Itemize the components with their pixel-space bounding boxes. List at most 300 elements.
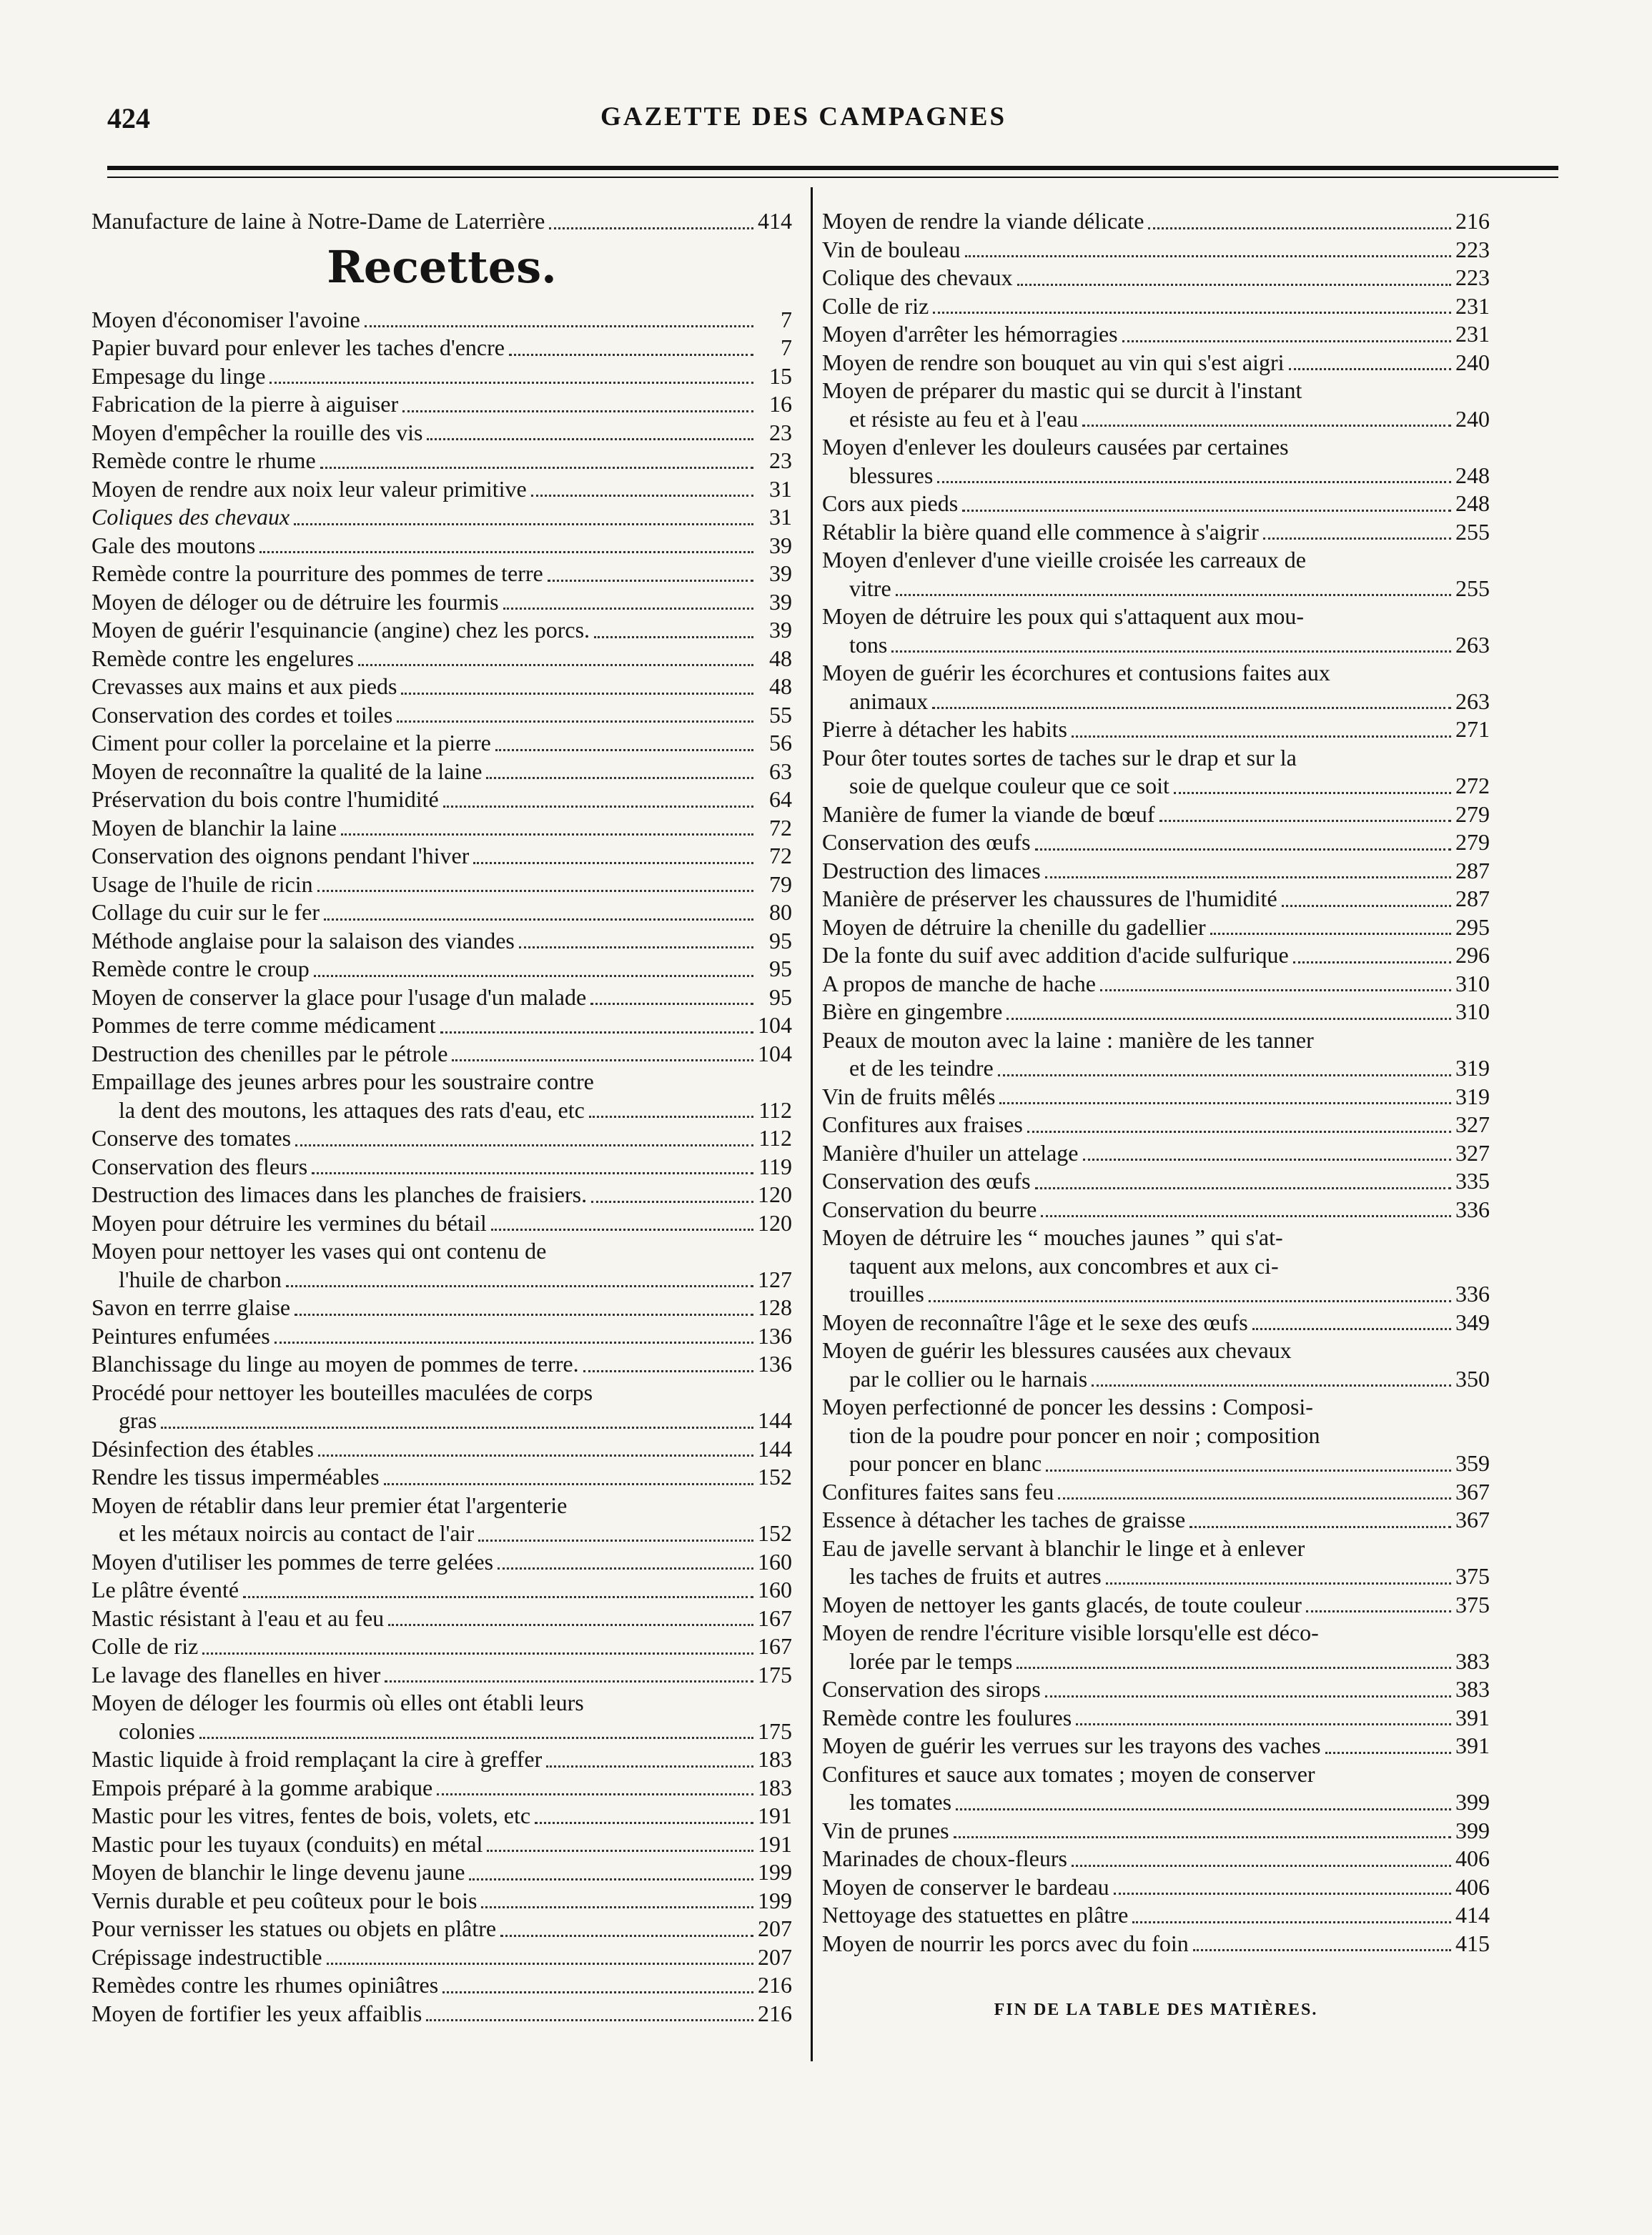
entry-page: 31 bbox=[769, 475, 792, 502]
entry-page: 272 bbox=[1455, 773, 1490, 798]
toc-entry bbox=[822, 1732, 1490, 1760]
dot-leader bbox=[896, 594, 1451, 596]
toc-entry bbox=[91, 1915, 792, 1943]
dot-leader bbox=[286, 1285, 753, 1287]
dot-leader bbox=[591, 1201, 753, 1203]
dot-leader bbox=[548, 580, 753, 582]
entry-text: Moyen de reconnaître l'âge et le sexe des œufs bbox=[822, 1309, 1248, 1335]
toc-entry bbox=[822, 1337, 1490, 1393]
entry-page: 223 bbox=[1455, 264, 1490, 290]
entry-page: 287 bbox=[1455, 857, 1490, 883]
dot-leader bbox=[1293, 961, 1451, 963]
entry-text: Moyen d'utiliser les pommes de terre gelées bbox=[91, 1548, 494, 1575]
entry-text: Le lavage des flanelles en hiver bbox=[91, 1661, 381, 1688]
dot-leader bbox=[1189, 1526, 1451, 1528]
dot-leader bbox=[294, 523, 753, 525]
dot-leader bbox=[1041, 1215, 1451, 1217]
entry-text: soie de quelque couleur que ce soit bbox=[849, 773, 1169, 798]
entry-page: 240 bbox=[1455, 349, 1490, 375]
entry-line bbox=[91, 1745, 792, 1774]
entry-page: 160 bbox=[758, 1548, 792, 1575]
left-entries bbox=[91, 306, 792, 2028]
toc-entry bbox=[91, 645, 792, 673]
entry-page: 183 bbox=[758, 1774, 792, 1800]
entry-page: 263 bbox=[1455, 688, 1490, 714]
dot-leader bbox=[161, 1427, 753, 1429]
entry-line bbox=[91, 898, 792, 927]
entry-page: 144 bbox=[758, 1435, 792, 1462]
entry-text: Moyen de nettoyer les gants glacés, de toute couleur bbox=[822, 1591, 1302, 1617]
dot-leader bbox=[324, 918, 753, 921]
entry-line bbox=[822, 1817, 1490, 1845]
entry-line bbox=[822, 518, 1490, 547]
entry-page: 279 bbox=[1455, 801, 1490, 827]
entry-text: lorée par le temps bbox=[849, 1647, 1013, 1674]
entry-text: Conservation des fleurs bbox=[91, 1153, 308, 1179]
entry-page: 391 bbox=[1455, 1733, 1490, 1758]
entry-page: 48 bbox=[769, 645, 792, 671]
entry-page: 335 bbox=[1455, 1168, 1490, 1194]
entry-page: 231 bbox=[1455, 292, 1490, 319]
dot-leader bbox=[314, 975, 753, 977]
entry-page: 152 bbox=[758, 1520, 792, 1546]
dot-leader bbox=[327, 1963, 753, 1965]
entry-page: 367 bbox=[1455, 1478, 1490, 1505]
entry-page: 336 bbox=[1455, 1281, 1490, 1307]
toc-entry bbox=[822, 546, 1490, 603]
entry-line bbox=[822, 1054, 1490, 1083]
toc-entry bbox=[91, 447, 792, 475]
entry-page: 55 bbox=[769, 701, 792, 728]
entry-line bbox=[822, 715, 1490, 744]
entry-text-line: tion de la poudre pour poncer en noir ; composition bbox=[849, 1422, 1320, 1448]
entry-text: Conservation des sirops bbox=[822, 1676, 1041, 1702]
entry-page: 191 bbox=[758, 1830, 792, 1857]
dot-leader bbox=[1035, 1187, 1451, 1189]
entry-text: Fabrication de la pierre à aiguiser bbox=[91, 391, 399, 417]
entry-text-line: Eau de javelle servant à blanchir le linge et à enlever bbox=[822, 1535, 1305, 1561]
entry-page: 39 bbox=[769, 532, 792, 558]
dot-leader bbox=[1045, 876, 1451, 878]
toc-entry bbox=[822, 1619, 1490, 1675]
dot-leader bbox=[202, 1652, 753, 1655]
entry-line bbox=[91, 1971, 792, 2000]
header-rule-thin bbox=[107, 177, 1558, 178]
entry-text-line: taquent aux melons, aux concombres et aux ci- bbox=[849, 1252, 1279, 1279]
entry-text: Moyen de détruire la chenille du gadellier bbox=[822, 913, 1206, 940]
toc-entry bbox=[91, 898, 792, 927]
toc-entry bbox=[91, 955, 792, 983]
dot-leader bbox=[1100, 989, 1451, 991]
toc-entry bbox=[91, 1040, 792, 1069]
entry-line bbox=[822, 828, 1490, 857]
entry-line bbox=[91, 871, 792, 899]
toc-entry bbox=[822, 349, 1490, 377]
dot-leader bbox=[402, 410, 753, 412]
entry-page: 319 bbox=[1455, 1055, 1490, 1081]
entry-line bbox=[91, 475, 792, 504]
toc-entry bbox=[91, 842, 792, 871]
toc-entry bbox=[91, 673, 792, 701]
entry-line bbox=[91, 2000, 792, 2028]
entry-page: 104 bbox=[758, 1012, 792, 1038]
entry-text: Vin de bouleau bbox=[822, 236, 961, 262]
dot-leader bbox=[274, 1342, 753, 1344]
dot-leader bbox=[1263, 537, 1451, 540]
entry-line bbox=[822, 631, 1490, 660]
dot-leader bbox=[1017, 1667, 1451, 1669]
entry-line bbox=[822, 236, 1490, 264]
entry-page: 367 bbox=[1455, 1507, 1490, 1532]
dot-leader bbox=[437, 1793, 753, 1795]
entry-page: 95 bbox=[769, 983, 792, 1010]
toc-entry bbox=[91, 1294, 792, 1322]
dot-leader bbox=[397, 720, 753, 723]
entry-line bbox=[822, 320, 1490, 349]
toc-entry bbox=[822, 1139, 1490, 1168]
entry-text: Manière de fumer la viande de bœuf bbox=[822, 801, 1155, 827]
entry-text: Essence à détacher les taches de graisse bbox=[822, 1507, 1186, 1532]
toc-entry bbox=[91, 390, 792, 419]
toc-entry bbox=[822, 970, 1490, 998]
toc-entry bbox=[822, 744, 1490, 801]
entry-line bbox=[822, 1845, 1490, 1873]
entry-line bbox=[822, 688, 1490, 716]
entry-line bbox=[91, 1040, 792, 1069]
entry-line bbox=[91, 1011, 792, 1040]
entry-page: 240 bbox=[1455, 405, 1490, 432]
entry-text: Moyen de guérir l'esquinancie (angine) chez les porcs. bbox=[91, 617, 590, 643]
entry-text: Moyen d'économiser l'avoine bbox=[91, 306, 360, 332]
entry-page: 336 bbox=[1455, 1196, 1490, 1222]
dot-leader bbox=[937, 481, 1451, 483]
entry-text: Conservation des œufs bbox=[822, 829, 1031, 855]
entry-text: Moyen d'arrêter les hémorragies bbox=[822, 321, 1118, 347]
toc-entry bbox=[822, 1591, 1490, 1620]
entry-text-line: Moyen pour nettoyer les vases qui ont contenu de bbox=[91, 1238, 547, 1264]
entry-line bbox=[91, 532, 792, 560]
dot-leader bbox=[1210, 933, 1451, 935]
entry-line bbox=[91, 814, 792, 843]
entry-text: Ciment pour coller la porcelaine et la pierre bbox=[91, 730, 491, 755]
entry-text: Empois préparé à la gomme arabique bbox=[91, 1774, 433, 1800]
entry-line bbox=[91, 927, 792, 956]
toc-entry bbox=[822, 1309, 1490, 1337]
dot-leader bbox=[487, 1850, 753, 1852]
entry-line bbox=[822, 292, 1490, 321]
entry-line bbox=[822, 772, 1490, 801]
entry-page: 120 bbox=[758, 1209, 792, 1236]
toc-entry bbox=[91, 1435, 792, 1464]
toc-entry bbox=[822, 885, 1490, 913]
dot-leader bbox=[509, 354, 753, 356]
dot-leader bbox=[590, 1003, 753, 1005]
dot-leader bbox=[1159, 820, 1451, 822]
toc-entry bbox=[91, 1632, 792, 1661]
dot-leader bbox=[1122, 340, 1451, 342]
entry-line bbox=[91, 729, 792, 758]
dot-leader bbox=[199, 1737, 753, 1739]
toc-entry bbox=[91, 1492, 792, 1548]
entry-text: Moyen de conserver le bardeau bbox=[822, 1873, 1109, 1900]
entry-line bbox=[91, 503, 792, 532]
entry-text: Manière d'huiler un attelage bbox=[822, 1139, 1079, 1166]
toc-entry bbox=[91, 1661, 792, 1690]
entry-line bbox=[91, 1096, 792, 1125]
toc-entry bbox=[822, 715, 1490, 744]
entry-text: Usage de l'huile de ricin bbox=[91, 871, 313, 897]
dot-leader bbox=[589, 1116, 753, 1118]
toc-entry bbox=[91, 1971, 792, 2000]
entry-page: 63 bbox=[769, 758, 792, 784]
entry-text: Mastic liquide à froid remplaçant la cire à greffer bbox=[91, 1746, 543, 1772]
toc-entry bbox=[91, 1576, 792, 1605]
toc-entry bbox=[822, 320, 1490, 349]
dot-leader bbox=[1072, 735, 1451, 738]
entry-page: 183 bbox=[758, 1746, 792, 1772]
toc-entry bbox=[822, 1845, 1490, 1873]
toc-entry bbox=[822, 1760, 1490, 1817]
entry-page: 15 bbox=[769, 362, 792, 389]
dot-leader bbox=[1035, 848, 1451, 851]
dot-leader bbox=[495, 749, 753, 751]
dot-leader bbox=[318, 1455, 753, 1457]
dot-leader bbox=[891, 650, 1451, 653]
entry-text: Remède contre les foulures bbox=[822, 1704, 1072, 1730]
toc-entry bbox=[91, 1322, 792, 1351]
entry-line bbox=[822, 913, 1490, 942]
entry-text-line: Empaillage des jeunes arbres pour les soustraire contre bbox=[91, 1069, 594, 1094]
dot-leader bbox=[1174, 792, 1451, 794]
toc-entry bbox=[822, 1026, 1490, 1083]
entry-text: Remède contre le rhume bbox=[91, 447, 316, 473]
toc-entry bbox=[91, 1463, 792, 1492]
entry-text: Moyen de rendre la viande délicate bbox=[822, 208, 1144, 234]
entry-line bbox=[822, 1506, 1490, 1535]
entry-page: 216 bbox=[758, 2000, 792, 2026]
dot-leader bbox=[427, 438, 753, 440]
entry-line bbox=[822, 1675, 1490, 1704]
entry-page: 95 bbox=[769, 927, 792, 953]
entry-line bbox=[91, 1802, 792, 1830]
entry-page: 199 bbox=[758, 1887, 792, 1913]
entry-line bbox=[822, 1449, 1490, 1478]
dot-leader bbox=[1282, 905, 1451, 907]
entry-line bbox=[91, 334, 792, 362]
entry-line bbox=[91, 1774, 792, 1803]
entry-text: Pour vernisser les statues ou objets en plâtre bbox=[91, 1916, 497, 1941]
dot-leader bbox=[1252, 1328, 1451, 1330]
entry-page: 279 bbox=[1455, 829, 1490, 855]
entry-text: Empesage du linge bbox=[91, 362, 266, 389]
entry-line bbox=[822, 1873, 1490, 1902]
toc-entry bbox=[91, 560, 792, 588]
entry-text: Mastic pour les vitres, fentes de bois, volets, etc bbox=[91, 1803, 531, 1828]
dot-leader bbox=[443, 806, 753, 808]
dot-leader bbox=[384, 1483, 753, 1485]
entry-line bbox=[91, 983, 792, 1012]
entry-page: 310 bbox=[1455, 970, 1490, 996]
toc-entry bbox=[822, 1111, 1490, 1139]
entry-line bbox=[91, 1407, 792, 1435]
entry-page: 263 bbox=[1455, 631, 1490, 658]
toc-entry bbox=[822, 264, 1490, 292]
entry-text-line: Confitures et sauce aux tomates ; moyen de conserver bbox=[822, 1760, 1315, 1787]
entry-text: Moyen pour détruire les vermines du bétail bbox=[91, 1209, 487, 1236]
entry-page: 207 bbox=[758, 1943, 792, 1970]
entry-page: 319 bbox=[1455, 1083, 1490, 1109]
entry-page: 216 bbox=[1455, 208, 1490, 234]
entry-text: Moyen d'empêcher la rouille des vis bbox=[91, 419, 423, 445]
dot-leader bbox=[503, 608, 753, 610]
entry-page: 136 bbox=[758, 1351, 792, 1377]
toc-entry bbox=[822, 236, 1490, 264]
entry-page: 199 bbox=[758, 1859, 792, 1885]
dot-leader bbox=[365, 325, 753, 327]
entry-page: 128 bbox=[758, 1294, 792, 1320]
entry-line bbox=[91, 419, 792, 447]
entry-page: 399 bbox=[1455, 1789, 1490, 1815]
toc-entry bbox=[822, 1817, 1490, 1845]
entry-line bbox=[91, 1943, 792, 1972]
dot-leader bbox=[1092, 1384, 1451, 1387]
dot-leader bbox=[933, 312, 1451, 314]
entry-page: 383 bbox=[1455, 1647, 1490, 1674]
entry-line bbox=[91, 701, 792, 730]
entry-page: 39 bbox=[769, 560, 792, 586]
entry-text: Conservation du beurre bbox=[822, 1196, 1037, 1222]
entry-page: 248 bbox=[1455, 462, 1490, 488]
entry-text: Collage du cuir sur le fer bbox=[91, 899, 320, 925]
dot-leader bbox=[452, 1059, 753, 1061]
entry-line bbox=[822, 490, 1490, 518]
entry-text: Blanchissage du linge au moyen de pommes de terre. bbox=[91, 1351, 579, 1377]
entry-line bbox=[822, 1478, 1490, 1507]
toc-entry bbox=[91, 1858, 792, 1887]
dot-leader bbox=[929, 1300, 1451, 1302]
entry-line bbox=[822, 885, 1490, 913]
entry-page: 80 bbox=[769, 899, 792, 925]
dot-leader bbox=[473, 862, 753, 864]
toc-entry bbox=[822, 1196, 1490, 1224]
entry-line bbox=[822, 1196, 1490, 1224]
entry-text: gras bbox=[119, 1407, 157, 1433]
entry-text: Moyen de déloger ou de détruire les fourmis bbox=[91, 588, 499, 615]
entry-page: 296 bbox=[1455, 942, 1490, 968]
entry-line bbox=[91, 1661, 792, 1690]
entry-page: 383 bbox=[1455, 1676, 1490, 1702]
entry-line bbox=[822, 264, 1490, 292]
entry-text: Remède contre le croup bbox=[91, 956, 310, 981]
entry-page: 207 bbox=[758, 1916, 792, 1941]
toc-entry bbox=[91, 1379, 792, 1435]
entry-page: 391 bbox=[1455, 1704, 1490, 1730]
page-number: 424 bbox=[107, 102, 150, 134]
entry-page: 56 bbox=[769, 730, 792, 755]
dot-leader bbox=[965, 255, 1451, 257]
left-column bbox=[91, 207, 792, 2028]
entry-text: Colique des chevaux bbox=[822, 264, 1013, 290]
entry-line bbox=[91, 673, 792, 701]
dot-leader bbox=[486, 777, 753, 779]
entry-page: 216 bbox=[758, 1972, 792, 1998]
dot-leader bbox=[442, 1991, 753, 1993]
entry-line bbox=[822, 857, 1490, 886]
entry-line bbox=[822, 1930, 1490, 1958]
entry-text: Papier buvard pour enlever les taches d'encre bbox=[91, 334, 505, 360]
dot-leader bbox=[1132, 1921, 1451, 1923]
dot-leader bbox=[1325, 1752, 1451, 1754]
toc-entry bbox=[822, 1704, 1490, 1733]
entry-page: 415 bbox=[1455, 1930, 1490, 1956]
entry-text: par le collier ou le harnais bbox=[849, 1365, 1088, 1392]
dot-leader bbox=[440, 1031, 753, 1034]
toc-entry bbox=[91, 532, 792, 560]
toc-entry bbox=[91, 1943, 792, 1972]
entry-text: Conservation des oignons pendant l'hiver bbox=[91, 843, 470, 868]
entry-page: 119 bbox=[758, 1153, 792, 1179]
entry-text: De la fonte du suif avec addition d'acide sulfurique bbox=[822, 942, 1289, 968]
entry-text: A propos de manche de hache bbox=[822, 970, 1096, 996]
entry-text: Conservation des cordes et toiles bbox=[91, 701, 393, 728]
entry-text: Remèdes contre les rhumes opiniâtres bbox=[91, 1972, 439, 1998]
dot-leader bbox=[1082, 425, 1451, 427]
entry-text-line: Moyen perfectionné de poncer les dessins : Composi- bbox=[822, 1394, 1313, 1419]
toc-entry bbox=[822, 518, 1490, 547]
entry-line bbox=[822, 941, 1490, 970]
dot-leader bbox=[498, 1567, 753, 1570]
entry-text: Colle de riz bbox=[822, 292, 929, 319]
entry-text: Coliques des chevaux bbox=[91, 504, 290, 530]
dot-leader bbox=[594, 636, 753, 638]
toc-entry bbox=[91, 1124, 792, 1153]
entry-page: 175 bbox=[758, 1661, 792, 1688]
entry-text: trouilles bbox=[849, 1281, 924, 1307]
toc-entry bbox=[91, 1605, 792, 1633]
entry-page: 375 bbox=[1455, 1563, 1490, 1589]
entry-line bbox=[822, 1901, 1490, 1930]
toc-entry bbox=[91, 475, 792, 504]
entry-page: 127 bbox=[758, 1266, 792, 1292]
entry-page: 167 bbox=[758, 1605, 792, 1631]
entry-page: 350 bbox=[1455, 1365, 1490, 1392]
entry-text-line: Moyen d'enlever d'une vieille croisée les carreaux de bbox=[822, 547, 1306, 573]
entry-text: Mastic résistant à l'eau et au feu bbox=[91, 1605, 385, 1631]
toc-entry bbox=[91, 1068, 792, 1124]
entry-page: 7 bbox=[781, 334, 792, 360]
running-head-title: GAZETTE DES CAMPAGNES bbox=[600, 102, 1007, 132]
dot-leader bbox=[546, 1765, 753, 1768]
toc-entry bbox=[91, 207, 792, 236]
entry-text: Colle de riz bbox=[91, 1633, 199, 1659]
toc-entry bbox=[91, 1209, 792, 1238]
dot-leader bbox=[401, 693, 753, 695]
entry-page: 359 bbox=[1455, 1450, 1490, 1476]
toc-entry bbox=[91, 1350, 792, 1379]
entry-page: 406 bbox=[1455, 1873, 1490, 1900]
entry-line bbox=[91, 842, 792, 871]
toc-entry bbox=[91, 419, 792, 447]
dot-leader bbox=[549, 227, 753, 229]
entry-text: Le plâtre éventé bbox=[91, 1577, 239, 1602]
entry-page: 375 bbox=[1455, 1591, 1490, 1617]
dot-leader bbox=[1148, 227, 1451, 229]
entry-line bbox=[822, 1365, 1490, 1394]
dot-leader bbox=[259, 551, 753, 553]
dot-leader bbox=[956, 1808, 1451, 1810]
dot-leader bbox=[481, 1906, 753, 1908]
toc-entry bbox=[91, 1011, 792, 1040]
